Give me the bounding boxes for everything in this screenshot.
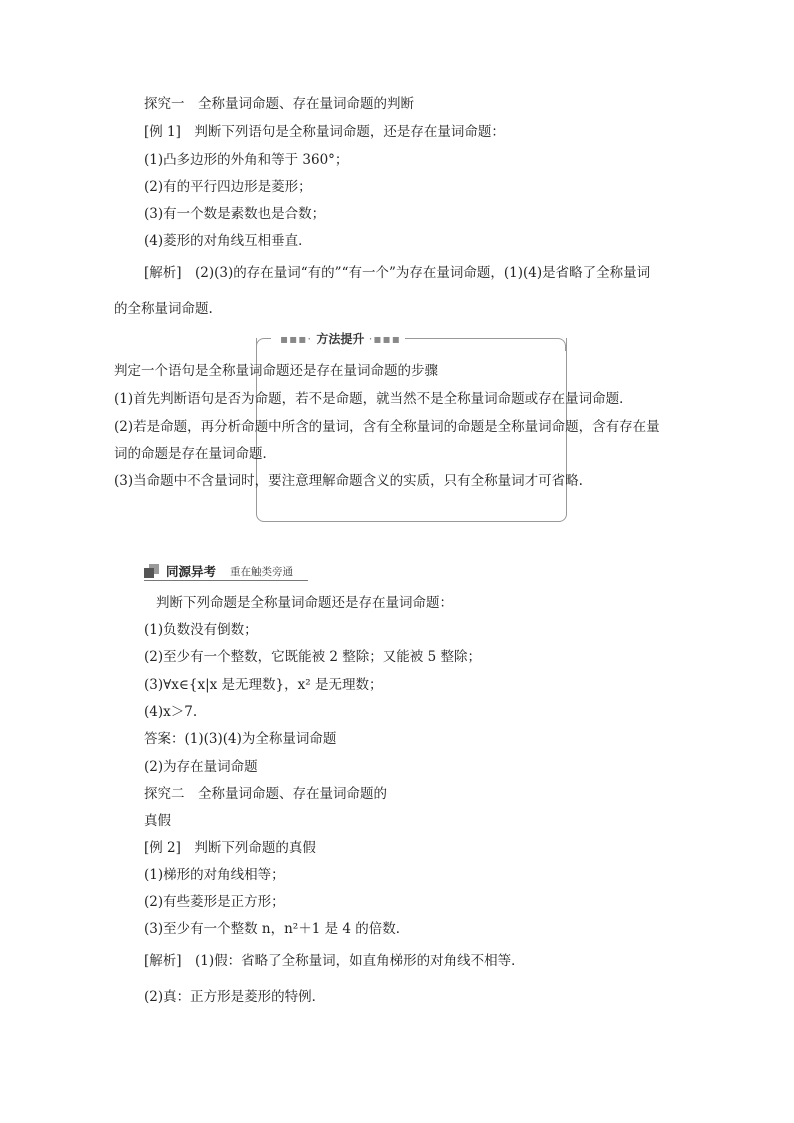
tongyuan-answer: 答案：(1)(3)(4)为全称量词命题	[144, 731, 337, 747]
method-line: (3)当命题中不含量词时，要注意理解命题含义的实质，只有全称量词才可省略.	[114, 473, 583, 489]
method-line: 词的命题是存在量词命题．	[114, 446, 276, 462]
tongyuan-answer-cont: (2)为存在量词命题	[144, 759, 258, 775]
explore1-heading: 探究一 全称量词命题、存在量词命题的判断	[144, 96, 414, 112]
example1-prompt: [例 1] 判断下列语句是全称量词命题，还是存在量词命题：	[144, 124, 505, 140]
square-icon	[144, 564, 159, 578]
example1-solution-cont: 的全称量词命题.	[114, 301, 213, 317]
tongyuan-sub: 重在触类旁通	[230, 566, 293, 578]
explore2-heading-cont: 真假	[144, 813, 171, 829]
method-line: (1)首先判断语句是否为命题，若不是命题，就当然不是全称量词命题或存在量词命题．	[114, 391, 633, 407]
example2-item: (3)至少有一个整数 n，n²＋1 是 4 的倍数．	[144, 921, 410, 937]
method-box-title	[276, 330, 405, 347]
method-line: (2)若是命题，再分析命题中所含的量词，含有全称量词的命题是全称量词命题，含有存在量	[114, 419, 660, 435]
example2-item: (1)梯形的对角线相等；	[144, 867, 285, 883]
method-box-title-text: 方法提升	[316, 332, 365, 346]
example2-item: (2)有些菱形是正方形；	[144, 894, 285, 910]
example1-item: (2)有的平行四边形是菱形；	[144, 179, 312, 195]
dots-left: ▪▪▪·	[280, 332, 313, 346]
example2-solution: [解析] (1)假：省略了全称量词，如直角梯形的对角线不相等．	[144, 953, 525, 969]
tongyuan-item: (1)负数没有倒数；	[144, 622, 258, 638]
tongyuan-intro: 判断下列命题是全称量词命题还是存在量词命题：	[156, 595, 453, 611]
tongyuan-item: (3)∀x∈{x|x 是无理数}，x² 是无理数；	[144, 677, 383, 693]
example1-item: (4)菱形的对角线互相垂直．	[144, 233, 312, 249]
dots-right: ·▪▪▪	[368, 332, 401, 346]
method-line: 判定一个语句是全称量词命题还是存在量词命题的步骤	[114, 363, 438, 379]
tongyuan-item: (4)x＞7.	[144, 704, 198, 720]
example2-prompt: [例 2] 判断下列命题的真假	[144, 840, 316, 856]
example1-solution: [解析] (2)(3)的存在量词“有的”“有一个”为存在量词命题，(1)(4)是省略了全称量词	[144, 265, 651, 281]
example1-item: (1)凸多边形的外角和等于 360°；	[144, 152, 349, 168]
example2-solution-cont: (2)真：正方形是菱形的特例．	[144, 989, 326, 1005]
tongyuan-label: 同源异考	[166, 564, 217, 579]
tongyuan-item: (2)至少有一个整数，它既能被 2 整除；又能被 5 整除；	[144, 649, 481, 665]
tongyuan-underline	[144, 580, 308, 581]
explore2-heading: 探究二 全称量词命题、存在量词命题的	[144, 786, 387, 802]
method-box-corner-left	[256, 338, 271, 351]
example1-item: (3)有一个数是素数也是合数；	[144, 206, 326, 222]
